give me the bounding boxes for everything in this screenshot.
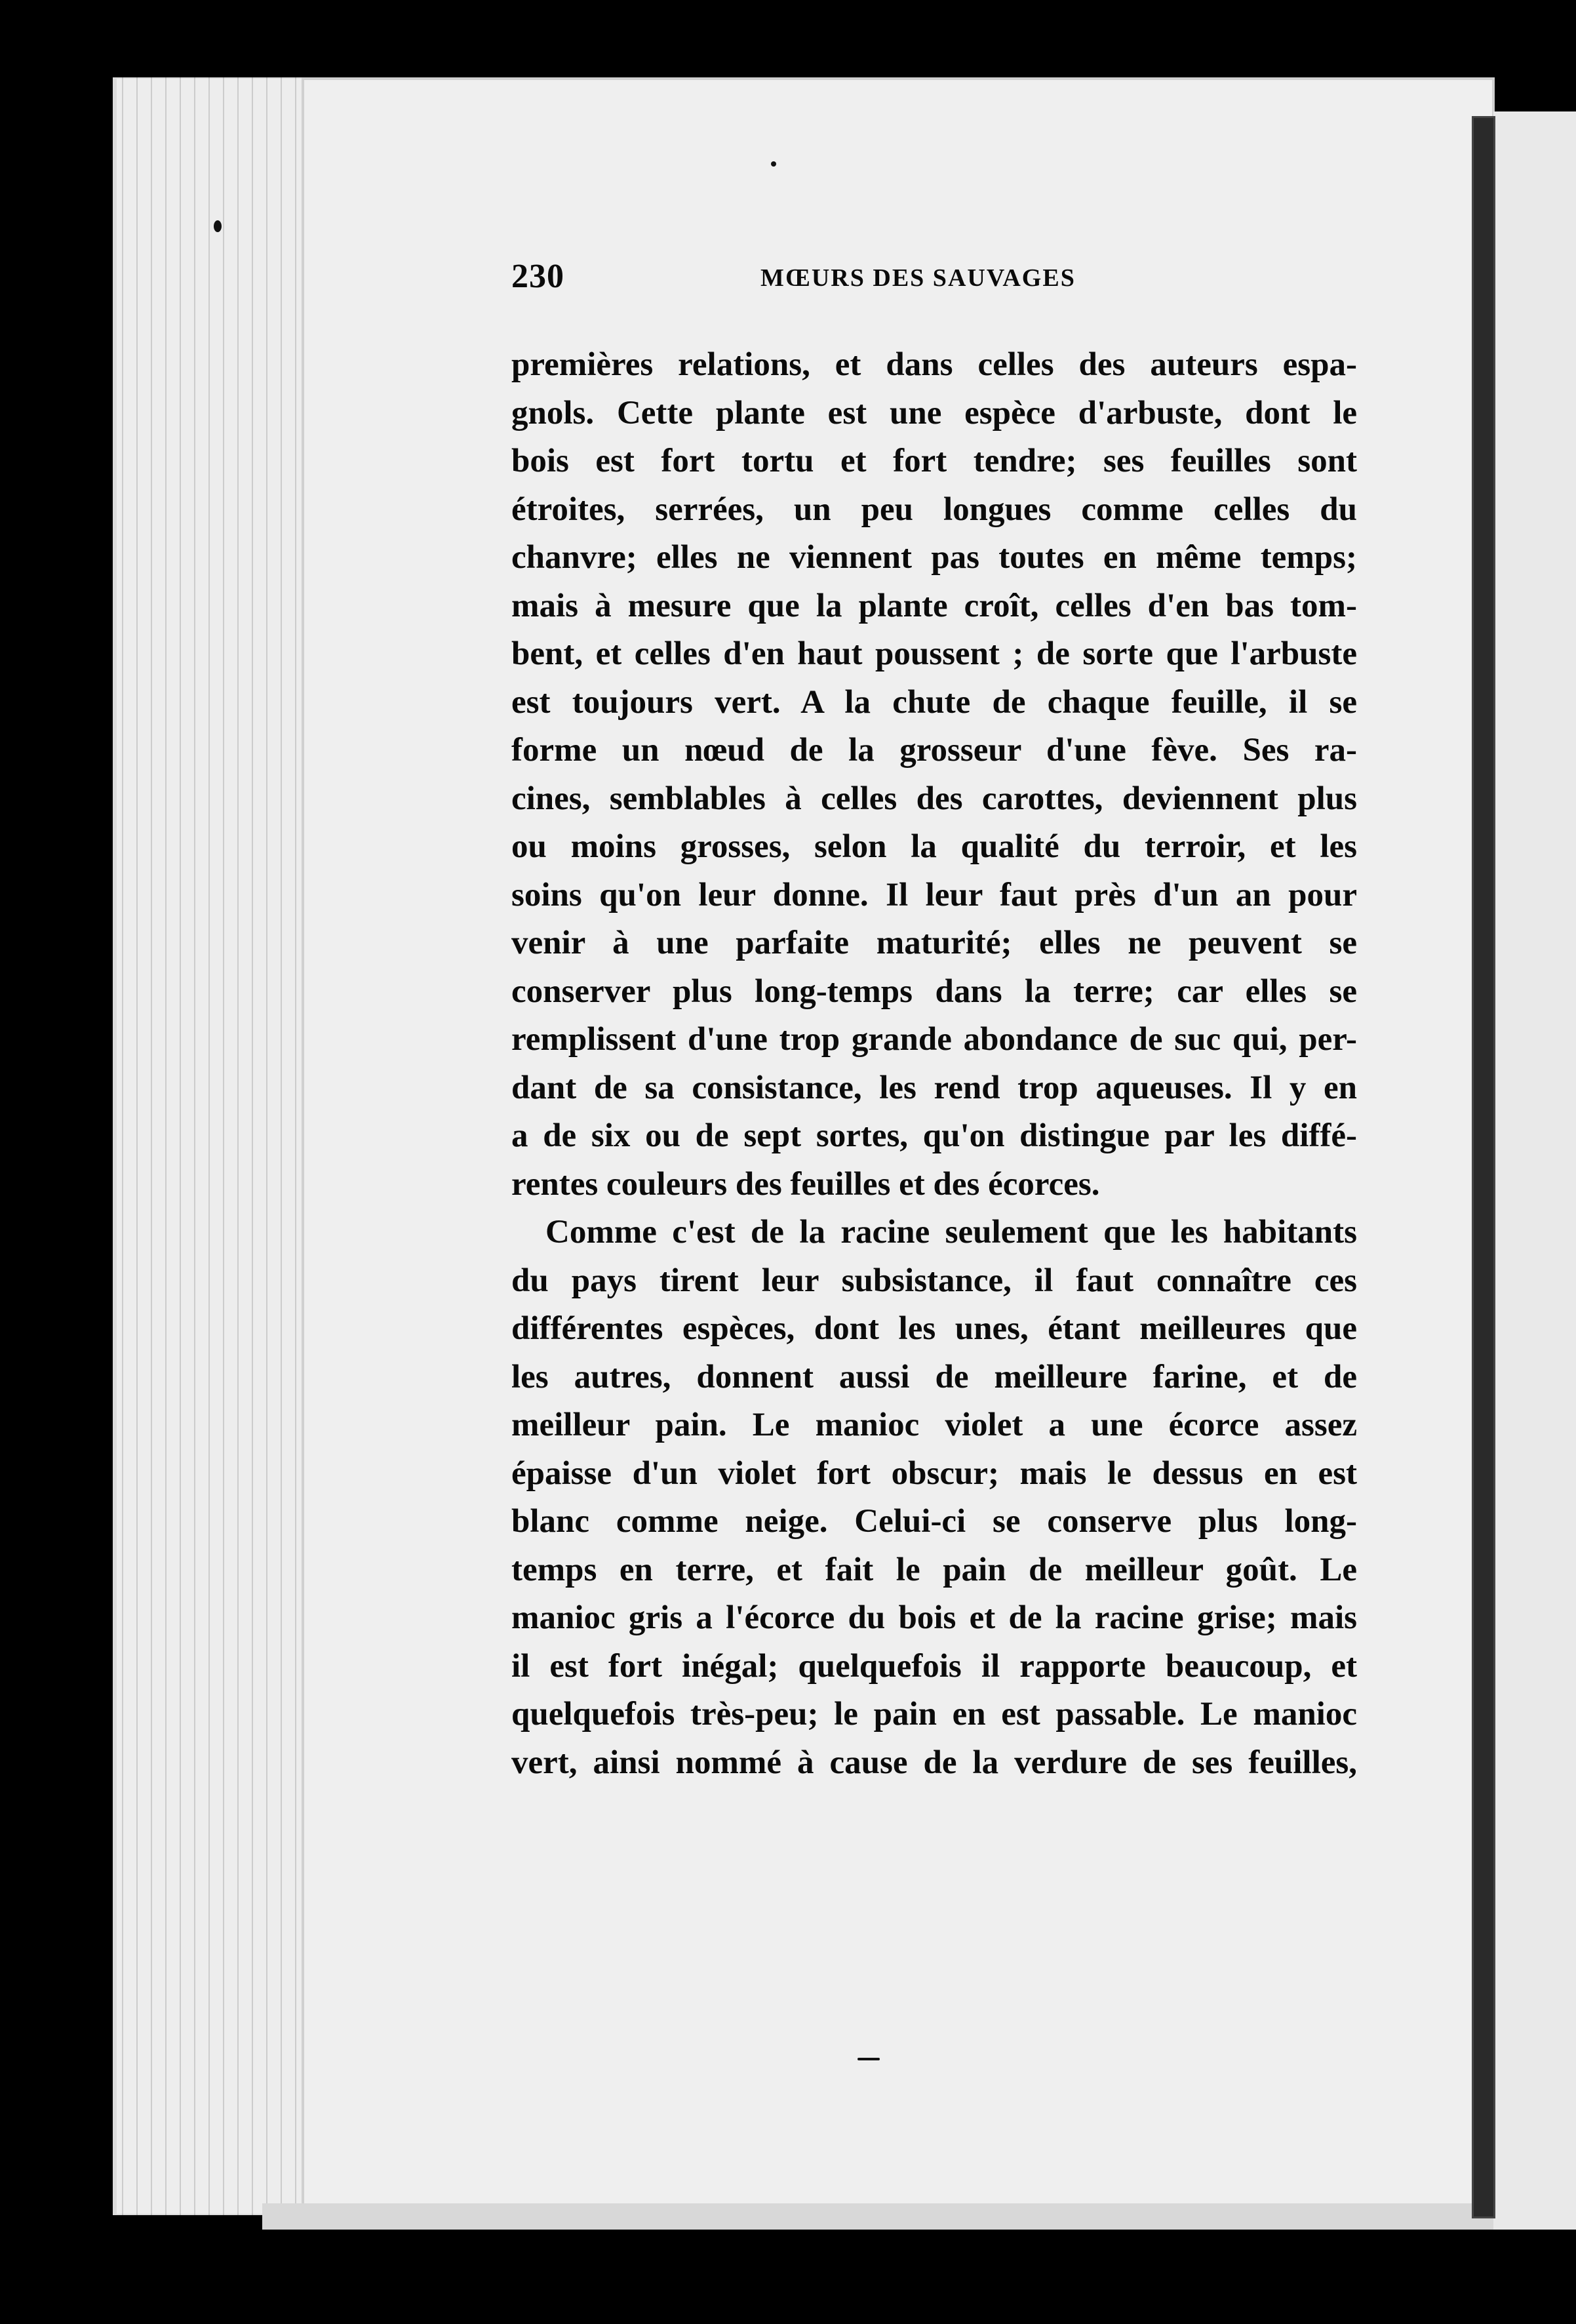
text-line: il est fort inégal; quelquefois il rapporte beaucoup, et bbox=[511, 1647, 1357, 1685]
body-text bbox=[511, 341, 1357, 1787]
text-line: venir à une parfaite maturité; elles ne peuvent se bbox=[511, 925, 1357, 961]
text-line: remplissent d'une trop grande abondance de suc qui, per- bbox=[511, 1021, 1357, 1058]
ink-speck bbox=[857, 2058, 880, 2060]
text-line: épaisse d'un violet fort obscur; mais le dessus en est bbox=[511, 1454, 1357, 1492]
text-line: Comme c'est de la racine seulement que les habitants bbox=[545, 1214, 1357, 1251]
text-line: les autres, donnent aussi de meilleure farine, et de bbox=[511, 1358, 1357, 1395]
text-line: bois est fort tortu et fort tendre; ses feuilles sont bbox=[511, 443, 1357, 479]
page-number: 230 bbox=[511, 258, 564, 295]
text-line: premières relations, et dans celles des auteurs espa- bbox=[511, 346, 1357, 383]
text-line: a de six ou de sept sortes, qu'on distingue par les diffé- bbox=[511, 1117, 1357, 1154]
text-line: meilleur pain. Le manioc violet a une écorce assez bbox=[511, 1407, 1357, 1443]
page-header bbox=[511, 257, 1350, 303]
text-line: du pays tirent leur subsistance, il faut connaître ces bbox=[511, 1262, 1357, 1299]
text-line: soins qu'on leur donne. Il leur faut près d'un an pour bbox=[511, 876, 1357, 913]
text-line: rentes couleurs des feuilles et des écorces. bbox=[511, 1165, 1100, 1203]
page-bottom-edge bbox=[262, 2203, 1495, 2230]
ink-speck bbox=[214, 220, 222, 232]
text-line: manioc gris a l'écorce du bois et de la racine grise; mais bbox=[511, 1599, 1357, 1636]
adjacent-page-sliver bbox=[1493, 111, 1576, 2230]
text-line: mais à mesure que la plante croît, celles d'en bas tom- bbox=[511, 587, 1357, 624]
page-gutter-shadow bbox=[1474, 118, 1493, 2216]
ink-speck bbox=[771, 161, 776, 167]
text-line: temps en terre, et fait le pain de meilleur goût. Le bbox=[511, 1551, 1357, 1588]
text-line: gnols. Cette plante est une espèce d'arbuste, dont le bbox=[511, 394, 1357, 431]
text-line: est toujours vert. A la chute de chaque feuille, il se bbox=[511, 683, 1357, 721]
text-line: forme un nœud de la grosseur d'une fève. Ses ra- bbox=[511, 732, 1357, 769]
text-line: bent, et celles d'en haut poussent ; de sorte que l'arbuste bbox=[511, 635, 1357, 672]
text-line: dant de sa consistance, les rend trop aqueuses. Il y en bbox=[511, 1069, 1357, 1106]
book-page-edges bbox=[113, 77, 312, 2215]
text-line: différentes espèces, dont les unes, étant meilleures que bbox=[511, 1310, 1357, 1347]
text-line: chanvre; elles ne viennent pas toutes en même temps; bbox=[511, 539, 1357, 576]
text-line: ou moins grosses, selon la qualité du terroir, et les bbox=[511, 828, 1357, 865]
text-line: vert, ainsi nommé à cause de la verdure de ses feuilles, bbox=[511, 1744, 1357, 1781]
running-head: MŒURS DES SAUVAGES bbox=[760, 264, 1076, 292]
text-line: cines, semblables à celles des carottes, deviennent plus bbox=[511, 780, 1357, 817]
text-line: étroites, serrées, un peu longues comme celles du bbox=[511, 491, 1357, 528]
text-line: quelquefois très-peu; le pain en est passable. Le manioc bbox=[511, 1696, 1357, 1733]
text-line: blanc comme neige. Celui-ci se conserve plus long- bbox=[511, 1503, 1357, 1540]
text-line: conserver plus long-temps dans la terre; car elles se bbox=[511, 972, 1357, 1010]
